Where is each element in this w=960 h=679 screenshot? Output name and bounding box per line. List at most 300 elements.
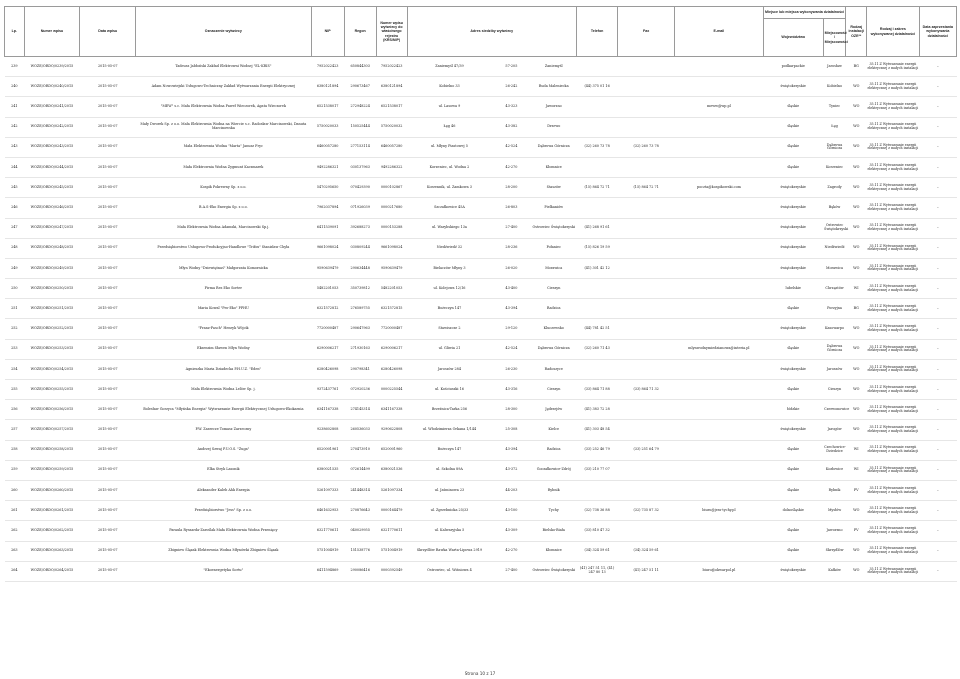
row-telefon: (34) 324 59 61 [576,541,617,561]
row-miejscowosc-siedziby: Cieszyn [531,380,576,400]
row-miejscowosc: Kasowarpo [823,319,846,339]
row-miejscowosc-siedziby: Dąbrowa Górnicza [531,339,576,359]
row-miejscowosc: Jaroszów [823,359,846,379]
row-data-wpisu: 2015-05-07 [80,198,136,218]
header-data-zaprzestania: Data zaprzestania wykonywania działalności [919,7,956,57]
row-nip: 9372437761 [311,380,344,400]
row-nazwa-wytworcy: "MEW" s.c. Mała Elektrownia Wodna Paweł Wieczorek, Agata Wieczorek [136,97,312,117]
row-numer-rejestru: 5261097334 [376,480,407,500]
row-nazwa-wytworcy: Agnieszka Maria Dziadecka P.H.U.Z. "Eden" [136,359,312,379]
row-email [675,359,764,379]
row-nazwa-wytworcy: Przedsiębiorstwo "Jess" Sp. z o.o. [136,501,312,521]
row-nip: 9492286321 [311,157,344,177]
row-activity: 35.11.Z Wytwarzanie energii elektrycznej z małych instalacji [867,319,920,339]
row-regon: 290673467 [344,77,376,97]
row-telefon: (32) 260 73 78 [576,137,617,157]
row-numer-wpisu: WOZE/ORDO/0264/2015 [24,561,80,581]
row-activity: 35.11.Z Wytwarzanie energii elektrycznej z małych instalacji [867,117,920,137]
row-kod-pocztowy: 28-236 [492,238,531,258]
row-regon: 290798341 [344,359,376,379]
row-wojewodztwo: lubelskie [763,279,823,299]
row-email [675,400,764,420]
row-numer-wpisu: WOZE/ORDO/0248/2015 [24,238,80,258]
row-email: poczta@kospikowski.com [675,178,764,198]
row-numer-rejestru: 7952022423 [376,57,407,77]
row-nip: 5261097333 [311,480,344,500]
row-numer-wpisu: WOZE/ORDO/0263/2015 [24,541,80,561]
row-numer-wpisu: WOZE/ORDO/0253/2015 [24,339,80,359]
row-lp: 252 [5,319,25,339]
header-rodzaj-instalacji: Rodzaj instalacji OZE** [846,7,867,57]
row-nazwa-wytworcy: Mały Dworek Sp. z o.o. Mała Elektrownia Wodna na Wiercie s.c. Radosław Marcinowski, Danuta Marcinowska [136,117,312,137]
row-miejscowosc-siedziby: Pielkaniów [531,198,576,218]
row-adres: Szczałkowice 45A [407,198,492,218]
table-row [5,480,957,500]
row-fax [618,339,675,359]
row-nip: 6321770611 [311,521,344,541]
row-telefon: (15) 864 72 71 [576,178,617,198]
row-regon: 150525444 [344,117,376,137]
row-nip: 7952022423 [311,57,344,77]
header-numer-wpisu: Numer wpisu [24,7,80,57]
row-miejscowosc: Zagrody [823,178,846,198]
row-email [675,521,764,541]
row-wojewodztwo: śląskie [763,157,823,177]
row-data-wpisu: 2015-05-07 [80,279,136,299]
row-wojewodztwo: śląskie [763,137,823,157]
header-data-wpisu: Data wpisu [80,7,136,57]
row-data-wpisu: 2015-05-07 [80,258,136,278]
row-numer-rejestru: 9492286322 [376,157,407,177]
row-data-wpisu: 2015-05-07 [80,561,136,581]
row-data-zaprzestania: – [919,117,956,137]
row-kod-pocztowy: 43-372 [492,460,531,480]
row-data-wpisu: 2015-05-07 [80,299,136,319]
row-adres: Bielaczów Młyny 3 [407,258,492,278]
header-numer-rejestru: Numer wpisu wytwórcy do właściwego rejestru (KRS/NIP) [376,7,407,57]
row-numer-wpisu: WOZE/ORDO/0239/2015 [24,57,80,77]
row-miejscowosc-siedziby: Drzewo [531,117,576,137]
row-numer-wpisu: WOZE/ORDO/0241/2015 [24,97,80,117]
row-wojewodztwo: świętokrzyskie [763,258,823,278]
row-numer-rejestru: 9661098024 [376,238,407,258]
row-activity: 35.11.Z Wytwarzanie energii elektrycznej z małych instalacji [867,279,920,299]
row-activity: 35.11.Z Wytwarzanie energii elektrycznej z małych instalacji [867,137,920,157]
row-numer-wpisu: WOZE/ORDO/0262/2015 [24,521,80,541]
row-rodzaj-instalacji: PV [846,521,867,541]
row-nazwa-wytworcy: Maria Kowal "Pro-Eko" PPHU [136,299,312,319]
row-telefon [576,57,617,77]
row-telefon [576,97,617,117]
row-telefon [576,198,617,218]
row-data-wpisu: 2015-05-07 [80,137,136,157]
row-fax [618,279,675,299]
table-row [5,400,957,420]
row-rodzaj-instalacji: WO [846,400,867,420]
row-kod-pocztowy: 42-524 [492,339,531,359]
row-nip: 9238602808 [311,420,344,440]
row-nazwa-wytworcy: Paraula Ryszarda-Zaroślak Mała Elektrownia Wodna Przenięcy [136,521,312,541]
row-miejscowosc: Bęków [823,198,846,218]
row-kod-pocztowy: 43-400 [492,279,531,299]
table-row [5,178,957,198]
row-regon: 276589755 [344,299,376,319]
row-regon: 290634448 [344,258,376,278]
row-telefon: (41) 247 51 11, (41) 247 80 13 [576,561,617,581]
row-miejscowosc-siedziby: Radoszyce [531,359,576,379]
row-kod-pocztowy: 26-230 [492,359,531,379]
row-wojewodztwo: śląskie [763,339,823,359]
row-nip: 9590639479 [311,258,344,278]
row-rodzaj-instalacji: WI [846,440,867,460]
header-nip: NIP [311,7,344,57]
row-fax [618,420,675,440]
row-adres: ul. Gliwia 21 [407,339,492,359]
table-row [5,420,957,440]
row-numer-rejestru: 0000225544 [376,380,407,400]
header-miejscowosc: Miejscowość / Miejscowości [823,19,846,57]
row-regon: 072614499 [344,460,376,480]
row-lp: 243 [5,137,25,157]
header-lp: Lp. [5,7,25,57]
row-data-zaprzestania: – [919,400,956,420]
row-lp: 241 [5,97,25,117]
row-numer-wpisu: WOZE/ORDO/0245/2015 [24,178,80,198]
row-activity: 35.11.Z Wytwarzanie energii elektrycznej z małych instalacji [867,400,920,420]
row-adres: Ostrowiec, ul. Wiśniowa 4 [407,561,492,581]
row-data-wpisu: 2015-05-07 [80,117,136,137]
row-adres: Jaroszów 284 [407,359,492,379]
row-adres: Niedźwiedź 32 [407,238,492,258]
row-kod-pocztowy: 57-205 [492,57,531,77]
row-numer-wpisu: WOZE/ORDO/0240/2015 [24,77,80,97]
row-miejscowosc: Rybnik [823,480,846,500]
row-wojewodztwo: śląskie [763,299,823,319]
row-nazwa-wytworcy: Eksensim Sławen Młyn Wodny [136,339,312,359]
row-kod-pocztowy: 29-120 [492,319,531,339]
row-data-wpisu: 2015-05-07 [80,460,136,480]
row-numer-rejestru: 6321572815 [376,299,407,319]
row-miejscowosc: Jaworzno [823,521,846,541]
row-fax [618,57,675,77]
row-wojewodztwo: śląskie [763,480,823,500]
row-wojewodztwo: podkarpackie [763,57,823,77]
row-activity: 35.11.Z Wytwarzanie energii elektrycznej z małych instalacji [867,521,920,541]
row-nip: 6461632953 [311,501,344,521]
row-nazwa-wytworcy: Przedsiębiorstwo Usługowo-Produkcyjno-Handlowe "Trifox" Stanisław Chyła [136,238,312,258]
row-numer-wpisu: WOZE/ORDO/0243/2015 [24,137,80,157]
header-rodzaj-dzialalnosci: Rodzaj i zakres wykonywanej działalności [867,7,920,57]
page-number: Strona 10 z 17 [464,671,496,676]
row-lp: 257 [5,420,25,440]
row-data-wpisu: 2015-05-07 [80,501,136,521]
row-activity: 35.11.Z Wytwarzanie energii elektrycznej z małych instalacji [867,420,920,440]
row-email [675,380,764,400]
row-numer-rejestru: 9590639479 [376,258,407,278]
row-numer-rejestru: 6460057280 [376,137,407,157]
row-telefon: (44) 375 01 16 [576,77,617,97]
row-rodzaj-instalacji: WO [846,501,867,521]
row-rodzaj-instalacji: WO [846,218,867,238]
row-data-wpisu: 2015-05-07 [80,380,136,400]
row-miejscowosc: Korzeniec [823,157,846,177]
row-numer-rejestru: 9290622808 [376,420,407,440]
row-kod-pocztowy: 43-394 [492,299,531,319]
row-rodzaj-instalacji: WO [846,117,867,137]
row-rodzaj-instalacji: BG [846,299,867,319]
row-data-wpisu: 2015-05-07 [80,541,136,561]
row-nazwa-wytworcy: Mała Elektrownia Wodna Zygmunt Kaczmarek [136,157,312,177]
row-miejscowosc: Kałków [823,561,846,581]
row-fax [618,258,675,278]
row-numer-rejestru: 0000217680 [376,198,407,218]
row-nip: 6380121894 [311,77,344,97]
row-numer-wpisu: WOZE/ORDO/0255/2015 [24,380,80,400]
row-activity: 35.11.Z Wytwarzanie energii elektrycznej z małych instalacji [867,359,920,379]
row-numer-rejestru: 6290006217 [376,339,407,359]
row-lp: 250 [5,279,25,299]
row-wojewodztwo: świętokrzyskie [763,218,823,238]
row-activity: 35.11.Z Wytwarzanie energii elektrycznej z małych instalacji [867,178,920,198]
row-nazwa-wytworcy: Mała Elektrownia Wodna Lelów Sp. j. [136,380,312,400]
row-nazwa-wytworcy: Kospik Pokrewny Sp. z o.o. [136,178,312,198]
row-rodzaj-instalacji: WO [846,97,867,117]
row-telefon [576,359,617,379]
row-telefon: (33) 252 46 79 [576,440,617,460]
row-rodzaj-instalacji: WO [846,561,867,581]
row-activity: 35.11.Z Wytwarzanie energii elektrycznej z małych instalacji [867,299,920,319]
header-fax: Fax [618,7,675,57]
row-data-wpisu: 2015-05-07 [80,57,136,77]
row-numer-wpisu: WOZE/ORDO/0242/2015 [24,117,80,137]
row-kod-pocztowy: 43-309 [492,521,531,541]
row-lp: 245 [5,178,25,198]
row-activity: 35.11.Z Wytwarzanie energii elektrycznej z małych instalacji [867,77,920,97]
row-data-wpisu: 2015-05-07 [80,218,136,238]
row-miejscowosc-siedziby: Kluczewsko [531,319,576,339]
row-kod-pocztowy: 43-100 [492,501,531,521]
row-activity: 35.11.Z Wytwarzanie energii elektrycznej z małych instalacji [867,258,920,278]
row-data-zaprzestania: – [919,521,956,541]
row-nazwa-wytworcy: "Ekoenergetyka Sortu" [136,561,312,581]
row-numer-wpisu: WOZE/ORDO/0244/2015 [24,157,80,177]
row-email [675,480,764,500]
row-email [675,460,764,480]
row-miejscowosc: Kobielno [823,77,846,97]
row-rodzaj-instalacji: WO [846,157,867,177]
row-data-zaprzestania: – [919,198,956,218]
row-adres: ul. Szkolna 89A [407,460,492,480]
row-miejscowosc-siedziby: Tychy [531,501,576,521]
row-regon: 260536033 [344,420,376,440]
row-lp: 254 [5,359,25,379]
table-body [5,57,957,582]
row-numer-rejestru: 6280426098 [376,359,407,379]
table-row [5,541,957,561]
row-data-zaprzestania: – [919,57,956,77]
row-miejscowosc-siedziby: Radzica [531,299,576,319]
row-miejscowosc-siedziby: Morawica [531,258,576,278]
table-row [5,460,957,480]
row-data-zaprzestania: – [919,218,956,238]
row-activity: 35.11.Z Wytwarzanie energii elektrycznej z małych instalacji [867,561,920,581]
row-lp: 260 [5,480,25,500]
row-numer-rejestru: 0000153288 [376,218,407,238]
row-numer-rejestru: 6341167338 [376,400,407,420]
row-regon: 290086416 [344,561,376,581]
row-nip: 5751004919 [311,541,344,561]
row-wojewodztwo: świętokrzyskie [763,238,823,258]
row-telefon: (32) 260 71 43 [576,339,617,359]
row-rodzaj-instalacji: WO [846,420,867,440]
row-email: biuro@jess-tychy.pl [675,501,764,521]
row-data-wpisu: 2015-05-07 [80,77,136,97]
row-nip: 5470295650 [311,178,344,198]
row-data-zaprzestania: – [919,299,956,319]
row-miejscowosc-siedziby: Rybnik [531,480,576,500]
row-regon: 290647963 [344,319,376,339]
row-numer-rejestru: 6380121894 [376,77,407,97]
row-wojewodztwo: świętokrzyskie [763,561,823,581]
row-data-zaprzestania: – [919,97,956,117]
row-miejscowosc-siedziby: Goczałkowice-Zdrój [531,460,576,480]
row-fax: (34) 324 59 61 [618,541,675,561]
row-regon: 151538776 [344,541,376,561]
row-rodzaj-instalacji: WO [846,380,867,400]
row-email [675,238,764,258]
row-rodzaj-instalacji: WO [846,238,867,258]
row-adres: ul. Zgrzebnioka 25/33 [407,501,492,521]
row-rodzaj-instalacji: WO [846,339,867,359]
table-row [5,198,957,218]
row-numer-wpisu: WOZE/ORDO/0257/2015 [24,420,80,440]
row-wojewodztwo: śląskie [763,97,823,117]
row-miejscowosc-siedziby: Ostrowiec Świętokrzyski [531,561,576,581]
row-activity: 35.11.Z Wytwarzanie energii elektrycznej z małych instalacji [867,218,920,238]
row-data-zaprzestania: – [919,319,956,339]
row-nip: 9661098024 [311,238,344,258]
row-regon: 270473910 [344,440,376,460]
row-miejscowosc-siedziby: Dąbrowa Górnicza [531,137,576,157]
row-data-zaprzestania: – [919,380,956,400]
row-regon: 072920236 [344,380,376,400]
row-rodzaj-instalacji: PV [846,480,867,500]
row-email [675,541,764,561]
table-row [5,319,957,339]
row-kod-pocztowy: 28-300 [492,400,531,420]
row-wojewodztwo: łódzkie [763,400,823,420]
row-adres: Zaniemyśl 47/39 [407,57,492,77]
row-nip: 6460057280 [311,137,344,157]
row-miejscowosc-siedziby: Ruda Maleniecka [531,77,576,97]
row-fax [618,299,675,319]
row-nazwa-wytworcy: Adam Nowowiejski Usługowo-Techniczny Zakład Wytwarzania Energii Elektrycznej [136,77,312,97]
row-fax: (15) 864 72 71 [618,178,675,198]
row-numer-wpisu: WOZE/ORDO/0252/2015 [24,319,80,339]
row-fax [618,238,675,258]
row-rodzaj-instalacji: WO [846,198,867,218]
row-numer-wpisu: WOZE/ORDO/0258/2015 [24,440,80,460]
row-email [675,299,764,319]
row-email [675,440,764,460]
row-fax: (32) 260 73 78 [618,137,675,157]
row-regon: 392688273 [344,218,376,238]
row-lp: 246 [5,198,25,218]
row-lp: 240 [5,77,25,97]
header-oznaczenie: Oznaczenie wytwórcy [136,7,312,57]
row-rodzaj-instalacji: WO [846,541,867,561]
table-row [5,299,957,319]
row-wojewodztwo: dolnośląskie [763,501,823,521]
row-telefon: (33) 210 77 07 [576,460,617,480]
table-row [5,339,957,359]
row-wojewodztwo: śląskie [763,117,823,137]
row-adres: Korzennik, ul. Zamkowa 3 [407,178,492,198]
row-telefon [576,480,617,500]
row-email: biuro@okwarpol.pl [675,561,764,581]
row-numer-wpisu: WOZE/ORDO/0254/2015 [24,359,80,379]
row-lp: 255 [5,380,25,400]
row-telefon [576,157,617,177]
row-email [675,157,764,177]
row-data-zaprzestania: – [919,501,956,521]
row-data-zaprzestania: – [919,339,956,359]
row-kod-pocztowy: 44-203 [492,480,531,500]
row-lp: 248 [5,238,25,258]
row-regon: 272948224 [344,97,376,117]
row-miejscowosc: Czechowice-Dziedzice [823,440,846,460]
row-activity: 35.11.Z Wytwarzanie energii elektrycznej z małych instalacji [867,157,920,177]
row-numer-rejestru: 6321770611 [376,521,407,541]
table-row [5,157,957,177]
row-fax [618,521,675,541]
row-miejscowosc: Jarosław [823,57,846,77]
row-numer-rejestru: 0000164479 [376,501,407,521]
row-numer-rejestru: 5750020032 [376,117,407,137]
table-row [5,117,957,137]
row-telefon: (41) 303 48 54 [576,420,617,440]
row-data-zaprzestania: – [919,440,956,460]
row-miejscowosc-siedziby: Ostrowiec Świętokrzyski [531,218,576,238]
row-miejscowosc: Skrzydlów [823,541,846,561]
header-regon: Regon [344,7,376,57]
row-nip: 6380021535 [311,460,344,480]
table-row [5,561,957,581]
row-lp: 264 [5,561,25,581]
row-adres: Skrzydlów Rawka Warta-Lipowa 2919 [407,541,492,561]
row-activity: 35.11.Z Wytwarzanie energii elektrycznej z małych instalacji [867,541,920,561]
row-kod-pocztowy: 27-400 [492,218,531,238]
row-nip: 5750020033 [311,117,344,137]
row-adres: ul. Kościuszki 16 [407,380,492,400]
row-activity: 35.11.Z Wytwarzanie energii elektrycznej z małych instalacji [867,97,920,117]
row-rodzaj-instalacji: WO [846,137,867,157]
row-regon: 650844303 [344,57,376,77]
table-row [5,380,957,400]
row-data-zaprzestania: – [919,77,956,97]
row-miejscowosc: Jarogów [823,420,846,440]
row-adres: Bożeczyn 147 [407,440,492,460]
row-adres: ul. Jaśminowa 23 [407,480,492,500]
table-row [5,238,957,258]
row-rodzaj-instalacji: WO [846,77,867,97]
row-email [675,420,764,440]
row-nip: 7720000487 [311,319,344,339]
row-wojewodztwo: świętokrzyskie [763,178,823,198]
row-activity: 35.11.Z Wytwarzanie energii elektrycznej z małych instalacji [867,57,920,77]
row-fax [618,319,675,339]
row-wojewodztwo: śląskie [763,380,823,400]
